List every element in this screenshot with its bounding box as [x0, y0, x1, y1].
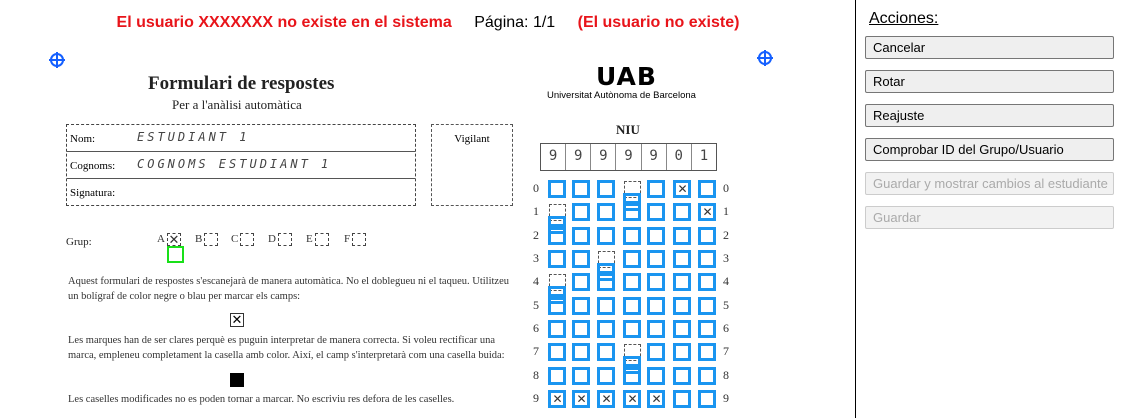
vigilant-box [431, 124, 513, 206]
detection-box[interactable] [647, 390, 665, 408]
row-label-right: 3 [723, 251, 729, 265]
detection-box[interactable] [572, 273, 590, 291]
detection-box[interactable] [673, 297, 691, 315]
detection-box[interactable] [623, 367, 641, 385]
row-label-right: 7 [723, 344, 729, 358]
detection-box[interactable] [548, 390, 566, 408]
row-label-right: 4 [723, 274, 729, 288]
niu-digit: 9 [591, 144, 616, 170]
group-detection-box[interactable] [167, 246, 184, 263]
detection-box[interactable] [698, 297, 716, 315]
reajuste-button[interactable]: Reajuste [865, 104, 1114, 127]
detection-box[interactable] [673, 320, 691, 338]
grup-label: Grup: [66, 236, 92, 248]
detection-box[interactable] [698, 227, 716, 245]
detection-box[interactable] [548, 180, 566, 198]
detection-box[interactable] [548, 250, 566, 268]
grup-option-c [231, 233, 254, 246]
detection-box[interactable] [647, 227, 665, 245]
row-label-left: 7 [533, 344, 539, 358]
grup-option-a [157, 233, 181, 246]
row-label-left: 3 [533, 251, 539, 265]
detection-box[interactable] [597, 367, 615, 385]
crosshair-icon[interactable] [49, 52, 65, 68]
guardar-button[interactable]: Guardar [865, 206, 1114, 229]
row-label-right: 9 [723, 391, 729, 405]
grup-option-label: F [344, 233, 351, 246]
detection-box[interactable] [572, 227, 590, 245]
guardar-y-mostrar-cambios-al-estudiante-button[interactable]: Guardar y mostrar cambios al estudiante [865, 172, 1114, 195]
cancelar-button[interactable]: Cancelar [865, 36, 1114, 59]
niu-bubble: ✕ [674, 181, 691, 198]
niu-bubble: ✕ [549, 391, 566, 408]
niu-digit: 9 [642, 144, 667, 170]
status-header [0, 14, 856, 32]
actions-title: Acciones: [869, 10, 939, 27]
niu-label: NIU [616, 122, 640, 137]
detection-box[interactable] [597, 343, 615, 361]
instructions-3: Les caselles modificades no es poden tornar a marcar. No escriviu res defora de les caselles. [68, 394, 455, 405]
crosshair-icon[interactable] [757, 50, 773, 66]
row-label-right: 1 [723, 204, 729, 218]
niu-digit: 9 [566, 144, 591, 170]
grup-checkbox [315, 233, 329, 246]
niu-digit: 9 [541, 144, 566, 170]
grup-option-e [306, 233, 329, 246]
detection-box[interactable] [673, 343, 691, 361]
row-label-left: 1 [533, 204, 539, 218]
detection-box[interactable] [698, 203, 716, 221]
niu-digit: 0 [667, 144, 692, 170]
sample-filled-box [230, 373, 244, 387]
niu-digit: 9 [616, 144, 641, 170]
detection-box[interactable] [673, 180, 691, 198]
detection-box[interactable] [647, 367, 665, 385]
detection-box[interactable] [698, 273, 716, 291]
detection-box[interactable] [548, 227, 566, 245]
detection-box[interactable] [673, 273, 691, 291]
instructions-1: Aquest formulari de respostes s'escanejarà de manera automàtica. No el doblegueu ni el taqueu. Utilitzeu un bolígraf de color negre o blau per marcar els camps: [68, 276, 509, 302]
rotar-button[interactable]: Rotar [865, 70, 1114, 93]
detection-box[interactable] [572, 390, 590, 408]
niu-bubble: ✕ [648, 391, 665, 408]
row-label-left: 0 [533, 181, 539, 195]
detection-box[interactable] [572, 297, 590, 315]
row-label-left: 2 [533, 228, 539, 242]
detection-box[interactable] [673, 203, 691, 221]
detection-box[interactable] [597, 390, 615, 408]
detection-box[interactable] [673, 250, 691, 268]
detection-box[interactable] [698, 320, 716, 338]
form-subtitle: Per a l'anàlisi automàtica [172, 97, 302, 112]
detection-box[interactable] [623, 273, 641, 291]
niu-bubble: ✕ [573, 391, 590, 408]
detection-box[interactable] [647, 297, 665, 315]
detection-box[interactable] [548, 297, 566, 315]
signatura-label: Signatura: [70, 187, 116, 199]
sample-marked-box: ✕ [231, 312, 243, 327]
detection-box[interactable] [647, 203, 665, 221]
detection-box[interactable] [572, 250, 590, 268]
detection-box[interactable] [597, 320, 615, 338]
grup-checkbox [240, 233, 254, 246]
grup-option-label: D [268, 233, 276, 246]
detection-box[interactable] [647, 320, 665, 338]
detection-box[interactable] [548, 320, 566, 338]
detection-box[interactable] [623, 297, 641, 315]
grup-option-label: E [306, 233, 313, 246]
detection-box[interactable] [623, 390, 641, 408]
row-label-left: 8 [533, 368, 539, 382]
comprobar-id-del-grupo-usuario-button[interactable]: Comprobar ID del Grupo/Usuario [865, 138, 1114, 161]
detection-box[interactable] [673, 227, 691, 245]
cognoms-label: Cognoms: [70, 160, 116, 172]
detection-box[interactable] [572, 180, 590, 198]
grup-checkbox [204, 233, 218, 246]
instructions-2: Les marques han de ser clares perquè es puguin interpretar de manera correcta. Si voleu rectificar una marca, empleneu completament la casella amb color. Així, el camp s'interpretarà com una casella buida: [68, 335, 505, 361]
detection-box[interactable] [698, 250, 716, 268]
niu-bubble: ✕ [624, 391, 641, 408]
form-title: Formulari de respostes [148, 73, 335, 94]
detection-box[interactable] [597, 273, 615, 291]
detection-box[interactable] [572, 320, 590, 338]
niu-digit: 1 [699, 148, 709, 164]
row-label-left: 6 [533, 321, 539, 335]
grup-option-label: C [231, 233, 239, 246]
detection-box[interactable] [572, 367, 590, 385]
grup-checkbox: ✕ [168, 232, 180, 247]
cognoms-value: COGNOMS ESTUDIANT 1 [137, 157, 332, 171]
nom-value: ESTUDIANT 1 [137, 130, 250, 144]
row-label-left: 4 [533, 274, 539, 288]
detection-box[interactable] [698, 390, 716, 408]
grup-option-label: A [157, 233, 165, 246]
detection-box[interactable] [673, 390, 691, 408]
detection-box[interactable] [597, 227, 615, 245]
detection-box[interactable] [623, 250, 641, 268]
grup-checkbox [352, 233, 366, 246]
grup-option-f [344, 233, 366, 246]
detection-box[interactable] [623, 320, 641, 338]
detection-box[interactable] [623, 203, 641, 221]
row-label-right: 5 [723, 298, 729, 312]
detection-box[interactable] [597, 297, 615, 315]
actions-panel [857, 0, 1128, 418]
detection-box[interactable] [623, 227, 641, 245]
university-name: Universitat Autònoma de Barcelona [547, 90, 696, 101]
row-label-right: 8 [723, 368, 729, 382]
row-label-left: 5 [533, 298, 539, 312]
row-label-left: 9 [533, 391, 539, 405]
detection-box[interactable] [647, 180, 665, 198]
grup-option-d [268, 233, 292, 246]
grup-option-label: B [195, 233, 203, 246]
detection-box[interactable] [572, 343, 590, 361]
row-label-right: 2 [723, 228, 729, 242]
niu-bubble: ✕ [598, 391, 615, 408]
niu-bubble: ✕ [699, 204, 716, 221]
student-info-box [66, 124, 416, 206]
detection-box[interactable] [698, 367, 716, 385]
detection-box[interactable] [597, 203, 615, 221]
detection-box[interactable] [597, 180, 615, 198]
row-label-right: 6 [723, 321, 729, 335]
detection-box[interactable] [698, 180, 716, 198]
user-status-text: (El usuario no existe) [577, 14, 740, 31]
detection-box[interactable] [698, 343, 716, 361]
uab-logo: UAB [596, 62, 657, 91]
nom-label: Nom: [70, 133, 96, 145]
detection-box[interactable] [647, 250, 665, 268]
detection-box[interactable] [647, 343, 665, 361]
detection-box[interactable] [647, 273, 665, 291]
grup-checkbox [278, 233, 292, 246]
detection-box[interactable] [572, 203, 590, 221]
detection-box[interactable] [548, 367, 566, 385]
page-indicator: Página: 1/1 [474, 14, 556, 31]
detection-box[interactable] [548, 343, 566, 361]
row-label-right: 0 [723, 181, 729, 195]
user-error-text: El usuario XXXXXXX no existe en el sistema [116, 14, 452, 31]
niu-digits-box [540, 143, 717, 171]
detection-box[interactable] [673, 367, 691, 385]
vigilant-label: Vigilant [454, 133, 490, 145]
grup-option-b [195, 233, 218, 246]
